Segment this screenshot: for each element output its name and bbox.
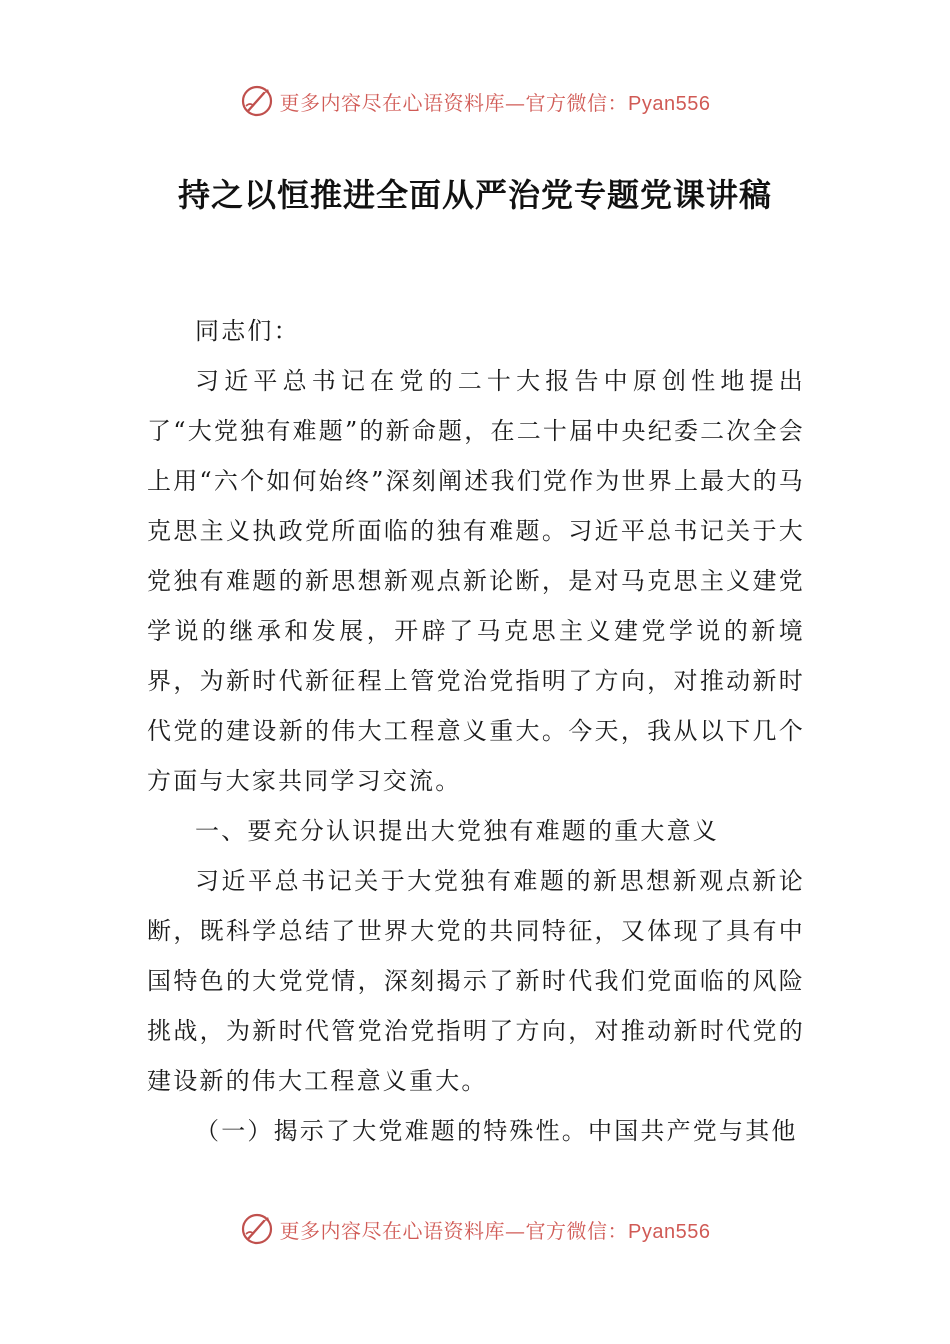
footer-banner-text: 更多内容尽在心语资料库—官方微信：Pyan556 bbox=[279, 1218, 711, 1243]
footer-banner bbox=[0, 1212, 950, 1246]
header-banner-text: 更多内容尽在心语资料库—官方微信：Pyan556 bbox=[279, 90, 711, 115]
page-title: 持之以恒推进全面从严治党专题党课讲稿 bbox=[177, 176, 772, 214]
pen-logo-icon bbox=[240, 1212, 274, 1246]
paragraph-section-1: 习近平总书记关于大党独有难题的新思想新观点新论断，既科学总结了世界大党的共同特征，又体现了具有中国特色的大党党情，深刻揭示了新时代我们党面临的风险挑战，为新时代管党治党指明了方向，对推动新时代党的建设新的伟大工程意义重大。 bbox=[147, 867, 805, 1095]
section-heading-1: 一、要充分认识提出大党独有难题的重大意义 bbox=[195, 817, 719, 845]
paragraph-intro: 习近平总书记在党的二十大报告中原创性地提出了“大党独有难题”的新命题，在二十届中央纪委二次全会上用“六个如何始终”深刻阐述我们党作为世界上最大的马克思主义执政党所面临的独有难题。习近平总书记关于大党独有难题的新思想新观点新论断，是对马克思主义建党学说的继承和发展，开辟了马克思主义建党学说的新境界，为新时代新征程上管党治党指明了方向，对推动新时代党的建设新的伟大工程意义重大。今天，我从以下几个方面与大家共同学习交流。 bbox=[147, 367, 805, 795]
header-wechat-id: Pyan556 bbox=[628, 92, 711, 115]
footer-wechat-id: Pyan556 bbox=[628, 1220, 711, 1243]
document-body bbox=[147, 306, 805, 1156]
salutation: 同志们： bbox=[195, 317, 300, 345]
header-banner bbox=[0, 84, 950, 118]
pen-logo-icon bbox=[240, 84, 274, 118]
subsection-heading-1: （一）揭示了大党难题的特殊性。中国共产党与其他 bbox=[195, 1117, 798, 1145]
